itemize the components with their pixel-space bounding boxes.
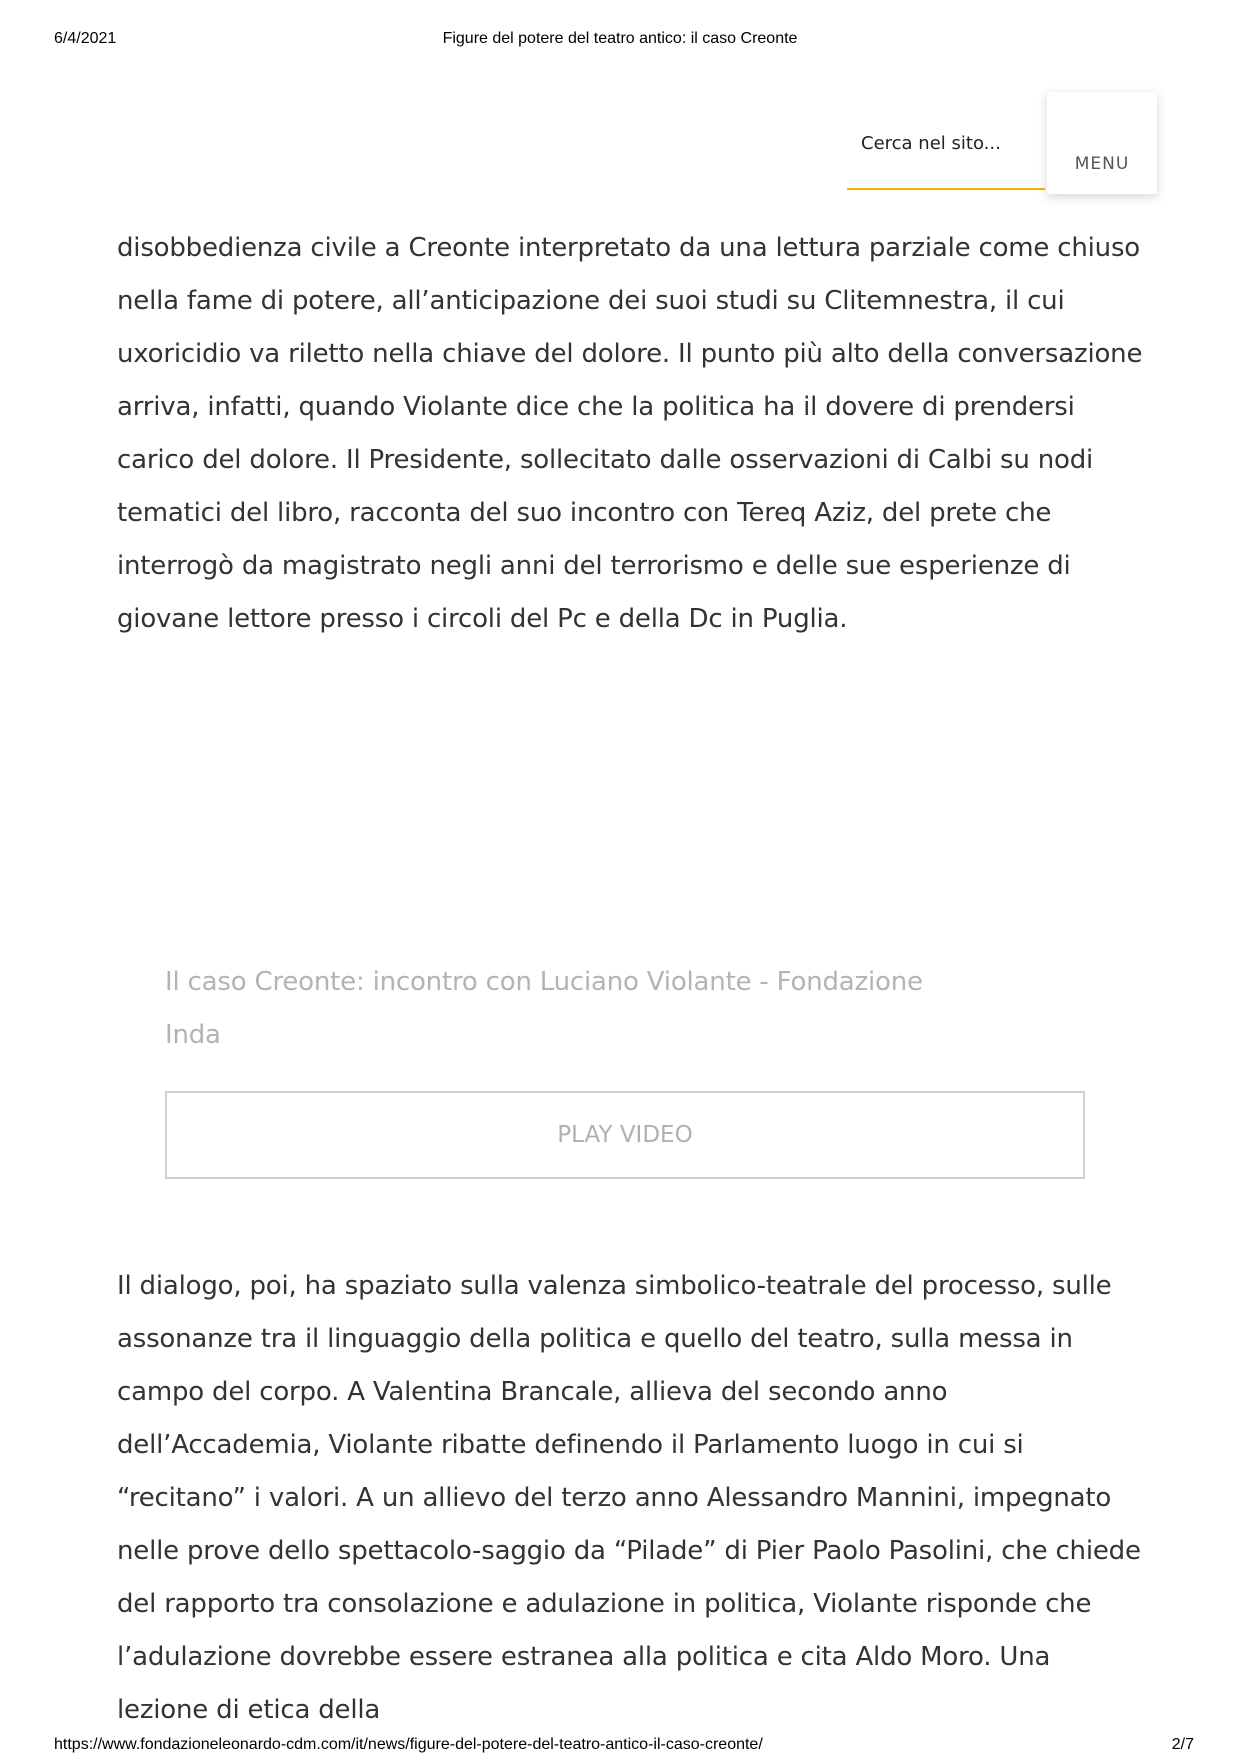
print-date: 6/4/2021: [54, 30, 117, 47]
search-input[interactable]: [847, 126, 1037, 160]
article-paragraph: disobbedienza civile a Creonte interpretato da una lettura parziale come chiuso nella fame di potere, all’anticipazione dei suoi studi su Clitemnestra, il cui uxoricidio va riletto nella chiave del dolore. Il punto più alto della conversazione arriva, infatti, quando Violante dice che la politica ha il dovere di prendersi carico del dolore. Il Presidente, sollecitato dalle osservazioni di Calbi su nodi tematici del libro, racconta del suo incontro con Tereq Aziz, del prete che interrogò da magistrato negli anni del terrorismo e delle sue esperienze di giovane lettore presso i circoli del Pc e della Dc in Puglia.: [117, 233, 1143, 634]
print-header: [0, 30, 1240, 54]
menu-button[interactable]: MENU: [1047, 92, 1157, 194]
video-title: Il caso Creonte: incontro con Luciano Violante - Fondazione Inda: [165, 967, 923, 1050]
print-page-title: Figure del potere del teatro antico: il caso Creonte: [442, 30, 798, 47]
article-paragraph: Il dialogo, poi, ha spaziato sulla valenza simbolico-teatrale del processo, sulle assonanze tra il linguaggio della politica e quello del teatro, sulla messa in campo del corpo. A Valentina Brancale, allieva del secondo anno dell’Accademia, Violante ribatte definendo il Parlamento luogo in cui si “recitano” i valori. A un allievo del terzo anno Alessandro Mannini, impegnato nelle prove dello spettacolo-saggio da “Pilade” di Pier Paolo Pasolini, che chiede del rapporto tra consolazione e adulazione in politica, Violante risponde che l’adulazione dovrebbe essere estranea alla politica e cita Aldo Moro. Una lezione di etica della: [117, 1271, 1141, 1725]
print-page-number: 2/7: [1171, 1736, 1194, 1753]
print-url: https://www.fondazioneleonardo-cdm.com/it/news/figure-del-potere-del-teatro-antico-il-caso-creonte/: [54, 1736, 763, 1753]
play-video-button[interactable]: PLAY VIDEO: [165, 1091, 1085, 1179]
search-box: [847, 118, 1045, 190]
print-footer: [0, 1736, 1240, 1760]
